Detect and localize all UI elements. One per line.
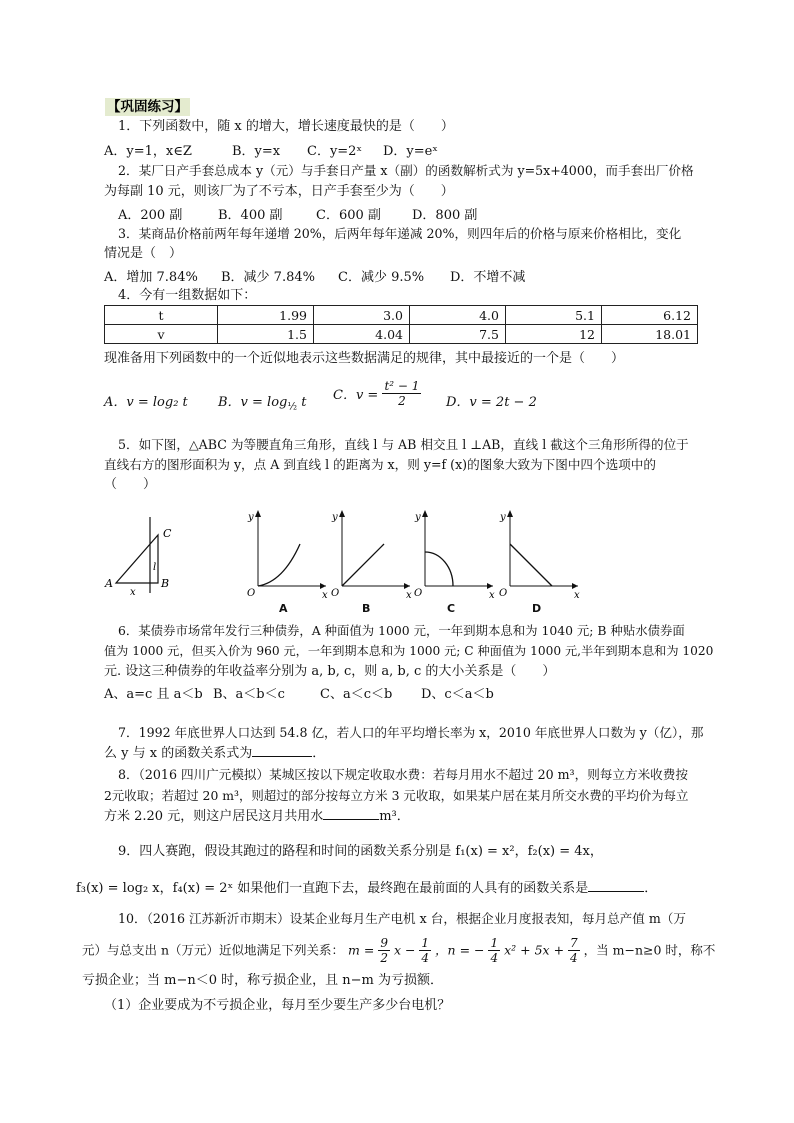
origin-label: O: [414, 588, 423, 598]
q3-option-a: A．增加 7.84%: [104, 270, 198, 285]
q6-stem-line1: 6．某债券市场常年发行三种债券，A 种面值为 1000 元，一年到期本息和为 1040 元; B 种贴水债券面: [118, 623, 685, 638]
label-x: x: [130, 587, 136, 595]
origin-label: O: [247, 588, 256, 598]
q3-option-d: D．不增不减: [450, 270, 526, 285]
origin-label: O: [499, 588, 508, 598]
graph-label-c: C: [447, 602, 456, 615]
arc: [425, 552, 453, 586]
q1-stem: 1．下列函数中，随 x 的增大，增长速度最快的是（ ）: [118, 119, 454, 134]
axis-x-label: x: [489, 590, 495, 598]
table-cell: v: [105, 325, 218, 344]
y-arrow-icon: [422, 510, 428, 517]
q4-stem: 4．今有一组数据如下：: [118, 288, 257, 303]
q7-line2: 么 y 与 x 的函数关系式为 ．: [104, 746, 326, 761]
table-cell: 6.12: [602, 306, 698, 325]
section-title: 【巩固练习】: [107, 99, 188, 115]
q5-stem-line3: （ ）: [104, 477, 157, 492]
table-cell: 1.5: [218, 325, 314, 344]
q8-answer-blank[interactable]: [323, 819, 379, 820]
axis-y-label: y: [415, 512, 421, 523]
graph-label-a: A: [279, 602, 288, 615]
q1-option-b: B．y=x: [232, 144, 281, 159]
y-arrow-icon: [339, 510, 345, 517]
q3-stem-line2: 情况是（ ）: [104, 246, 183, 261]
table-cell: 12: [506, 325, 602, 344]
q7-line1: 7．1992 年底世界人口达到 54.8 亿，若人口的年平均增长率为 x，2010 年底世界人口数为 y（亿），那: [118, 725, 704, 740]
label-b: B: [161, 577, 170, 590]
q10-line3: 亏损企业；当 m−n＜0 时，称亏损企业，且 n−m 为亏损额．: [82, 973, 443, 988]
q4-option-b: B．$v = \log_{\frac{1}{2}} t$: [218, 395, 307, 413]
q6-stem-line2: 值为 1000 元，但买入价为 960 元，一年到期本息和为 1000 元; C 种面值为 1000 元,半年到期本息和为 1020: [104, 644, 714, 658]
q6-option-c: C、a＜c＜b: [320, 687, 393, 702]
axis-y-label: y: [248, 512, 254, 523]
q8-line3: 方米 2.20 元，则这户居民这月共用水 m³．: [104, 809, 410, 824]
table-cell: 4.04: [314, 325, 410, 344]
axis-x-label: x: [406, 590, 412, 598]
fraction: $\frac{9}{2}$: [380, 936, 388, 965]
q3-option-c: C．减少 9.5%: [338, 270, 425, 285]
origin-label: O: [331, 588, 340, 598]
curve: [258, 544, 300, 586]
q5-triangle-figure: [100, 515, 190, 595]
q5-graph-a: [238, 508, 330, 598]
table-cell: 4.0: [410, 306, 506, 325]
q5-graph-d: [490, 508, 582, 598]
label-a: A: [105, 577, 113, 590]
q5-graph-b: [322, 508, 414, 598]
table-cell: 1.99: [218, 306, 314, 325]
q4-option-d: D．v = 2t − 2: [446, 395, 537, 410]
line: [510, 544, 552, 586]
q6-option-a: A、a=c 且 a＜b: [104, 687, 203, 702]
axis-y-label: y: [332, 512, 338, 523]
table-cell: 3.0: [314, 306, 410, 325]
q1-option-c: C．y=2ˣ: [307, 144, 362, 159]
axis-y-label: y: [500, 512, 506, 523]
label-l: l: [153, 562, 157, 573]
q5-graph-c: [405, 508, 497, 598]
q6-option-b: B、a＜b＜c: [213, 687, 285, 702]
q6-stem-line3: 元. 设这三种债券的年收益率分别为 a, b, c，则 a, b, c 的大小关系是（ ）: [104, 664, 556, 679]
q1-option-a: A．y=1，x∈Z: [104, 144, 192, 159]
q1-option-d: D．y=eˣ: [383, 144, 438, 159]
q2-option-c: C．600 副: [316, 208, 381, 223]
q9-line1: 9．四人赛跑，假设其跑过的路程和时间的函数关系分别是 f₁(x) = x²，f₂(x) = 4x，: [118, 844, 603, 859]
fraction: $\frac{7}{4}$: [570, 936, 578, 965]
q2-stem-line1: 2．某厂日产手套总成本 y（元）与手套日产量 x（副）的函数解析式为 y=5x+4000，而手套出厂价格: [118, 163, 694, 178]
table-row: [105, 306, 698, 325]
axis-x-label: x: [322, 590, 328, 598]
x-arrow-icon: [572, 583, 578, 589]
q4-option-a: A．v = log₂ t: [104, 395, 188, 410]
table-row: [105, 325, 698, 344]
q10-line2: 元）与总支出 n（万元）近似地满足下列关系： m = $\frac{9}{2}$ x − $\frac{1}{4}$ ，n = − $\frac{1}{4}$ x² + 5x + $\frac{7}{4}$ ，当 m−n≥0 时，称不: [82, 936, 716, 965]
q2-option-b: B．400 副: [218, 208, 283, 223]
q4-option-b-subscript: ½: [287, 401, 298, 413]
q9-answer-blank[interactable]: [588, 891, 644, 892]
q10-subquestion-1: （1）企业要成为不亏损企业，每月至少要生产多少台电机？: [104, 998, 451, 1013]
q4-after-text: 现准备用下列函数中的一个近似地表示这些数据满足的规律，其中最接近的一个是（ ）: [104, 351, 625, 366]
table-cell: t: [105, 306, 218, 325]
y-arrow-icon: [255, 510, 261, 517]
q5-stem-line2: 直线右方的图形面积为 y，点 A 到直线 l 的距离为 x，则 y=f (x)的图象大致为下图中四个选项中的: [104, 457, 656, 472]
q9-line2: f₃(x) = log₂ x，f₄(x) = 2ˣ 如果他们一直跑下去，最终跑在最前面的人具有的函数关系是 ．: [76, 881, 658, 896]
q7-answer-blank[interactable]: [252, 756, 312, 757]
q2-stem-line2: 为每副 10 元，则该厂为了不亏本，日产手套至少为（ ）: [104, 184, 454, 199]
q5-stem-line1: 5．如下图，△ABC 为等腰直角三角形，直线 l 与 AB 相交且 l ⊥AB，直线 l 截这个三角形所得的位于: [118, 437, 689, 452]
line: [342, 544, 384, 586]
q4-option-c: C．v = $\frac{\text{t² − 1}}{2}$: [333, 379, 420, 408]
graph-label-b: B: [362, 602, 371, 615]
q3-stem-line1: 3．某商品价格前两年每年递增 20%，后两年每年递减 20%，则四年后的价格与原来价格相比，变化: [118, 226, 682, 241]
fraction: $\frac{1}{4}$: [490, 936, 499, 965]
axis-x-label: x: [574, 590, 580, 598]
triangle-abc: [116, 535, 158, 583]
q3-option-b: B．减少 7.84%: [221, 270, 315, 285]
q2-option-a: A．200 副: [118, 208, 183, 223]
q8-line2: 2元收取；若超过 20 m³，则超过的部分按每立方米 3 元收取，如果某户居在某月所交水费的平均价为每立: [104, 788, 689, 803]
graph-label-d: D: [532, 602, 542, 615]
q4-data-table: [104, 305, 698, 344]
y-arrow-icon: [507, 510, 513, 517]
fraction: $\frac{1}{4}$: [421, 936, 430, 965]
label-c: C: [163, 527, 172, 540]
q4-option-c-fraction: $\frac{\text{t² − 1}}{2}$: [384, 379, 420, 408]
q8-line1: 8．（2016 四川广元模拟）某城区按以下规定收取水费：若每月用水不超过 20 m³，则每立方米收费按: [118, 767, 688, 782]
q6-option-d: D、c＜a＜b: [421, 687, 494, 702]
table-cell: 7.5: [410, 325, 506, 344]
q2-option-d: D．800 副: [412, 208, 478, 223]
table-cell: 18.01: [602, 325, 698, 344]
table-cell: 5.1: [506, 306, 602, 325]
q10-line1: 10．（2016 江苏新沂市期末）设某企业每月生产电机 x 台，根据企业月度报表知，每月总产值 m（万: [118, 911, 686, 926]
